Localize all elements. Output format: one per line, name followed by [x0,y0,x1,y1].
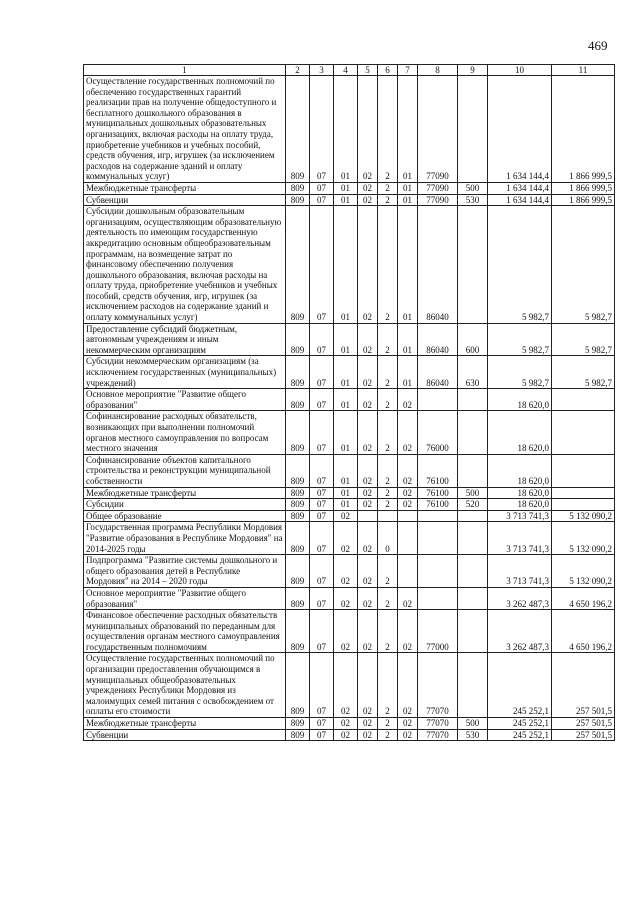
cell-col-10: 18 620,0 [488,454,552,487]
cell-col-2: 809 [286,356,310,389]
header-cell: 2 [286,65,310,76]
cell-col-7: 01 [398,76,418,183]
cell-col-8: 86040 [418,323,458,356]
header-cell: 11 [552,65,615,76]
row-name-cell: Межбюджетные трансферты [84,182,286,194]
cell-col-7: 02 [398,587,418,609]
cell-col-4: 02 [334,587,358,609]
cell-col-4: 02 [334,729,358,741]
cell-col-8: 76100 [418,499,458,511]
cell-col-6: 2 [378,411,398,454]
table-row [84,653,615,718]
cell-col-7: 01 [398,206,418,324]
cell-col-2: 809 [286,76,310,183]
cell-col-3: 07 [310,610,334,653]
table-header-row [84,65,615,76]
row-name-cell: Субсидии некоммерческим организациям (за исключением государственных (муниципальных) учреждений) [84,356,286,389]
header-cell: 6 [378,65,398,76]
cell-col-7: 01 [398,356,418,389]
cell-col-7: 01 [398,182,418,194]
cell-col-3: 07 [310,487,334,499]
cell-col-3: 07 [310,76,334,183]
cell-col-4: 02 [334,653,358,718]
cell-col-9: 530 [458,729,488,741]
cell-col-2: 809 [286,182,310,194]
cell-col-2: 809 [286,454,310,487]
page-number: 469 [588,38,608,53]
table-row [84,206,615,324]
cell-col-8: 77070 [418,653,458,718]
cell-col-10: 3 713 741,3 [488,555,552,588]
row-name-cell: Предоставление субсидий бюджетным, автономным учреждениям и иным некоммерческим организациям [84,323,286,356]
cell-col-5: 02 [358,729,378,741]
cell-col-2: 809 [286,653,310,718]
cell-col-6: 2 [378,76,398,183]
header-cell: 1 [84,65,286,76]
cell-col-2: 809 [286,389,310,411]
header-cell: 5 [358,65,378,76]
cell-col-3: 07 [310,356,334,389]
cell-col-11 [552,389,615,411]
cell-col-11 [552,487,615,499]
cell-col-3: 07 [310,522,334,555]
cell-col-4: 01 [334,182,358,194]
cell-col-6: 2 [378,389,398,411]
row-name-cell: Субсидии дошкольным образовательным организациям, осуществляющим образовательную деятельность по имеющим государственную аккредитацию основным общеобразовательным программам, на возмещение затрат по финансовому обеспечению получения дошкольного образования, включая расходы на оплату труда, приобретение учебников и учебных пособий, средств обучения, игр, игрушек (за исключением расходов на содержание зданий и оплату коммунальных услуг) [84,206,286,324]
cell-col-2: 809 [286,587,310,609]
cell-col-6: 2 [378,729,398,741]
cell-col-10: 1 634 144,4 [488,194,552,206]
cell-col-8: 77090 [418,194,458,206]
cell-col-9: 630 [458,356,488,389]
cell-col-3: 07 [310,555,334,588]
cell-col-7: 02 [398,729,418,741]
table-row [84,411,615,454]
cell-col-11: 5 132 090,2 [552,522,615,555]
cell-col-5: 02 [358,718,378,730]
cell-col-11: 4 650 196,2 [552,587,615,609]
cell-col-4: 02 [334,555,358,588]
cell-col-6: 2 [378,182,398,194]
cell-col-7: 02 [398,718,418,730]
cell-col-4: 01 [334,487,358,499]
table-row [84,454,615,487]
cell-col-5: 02 [358,76,378,183]
cell-col-4: 01 [334,356,358,389]
cell-col-2: 809 [286,323,310,356]
cell-col-6: 2 [378,323,398,356]
table-row [84,729,615,741]
cell-col-10: 3 713 741,3 [488,522,552,555]
cell-col-3: 07 [310,587,334,609]
cell-col-3: 07 [310,653,334,718]
table-body [84,76,615,741]
cell-col-9 [458,411,488,454]
cell-col-2: 809 [286,206,310,324]
cell-col-4: 01 [334,499,358,511]
cell-col-11: 257 501,5 [552,729,615,741]
cell-col-8: 86040 [418,356,458,389]
cell-col-11: 5 132 090,2 [552,510,615,522]
budget-table [83,64,615,741]
cell-col-5: 02 [358,653,378,718]
cell-col-3: 07 [310,718,334,730]
cell-col-7: 02 [398,499,418,511]
cell-col-3: 07 [310,389,334,411]
table-row [84,718,615,730]
cell-col-3: 07 [310,194,334,206]
row-name-cell: Межбюджетные трансферты [84,487,286,499]
table-row [84,389,615,411]
cell-col-4: 01 [334,411,358,454]
cell-col-7: 02 [398,389,418,411]
cell-col-9 [458,610,488,653]
cell-col-10: 5 982,7 [488,323,552,356]
cell-col-4: 02 [334,610,358,653]
cell-col-4: 02 [334,510,358,522]
cell-col-7 [398,522,418,555]
row-name-cell: Межбюджетные трансферты [84,718,286,730]
cell-col-6: 2 [378,356,398,389]
cell-col-7: 02 [398,610,418,653]
cell-col-5: 02 [358,411,378,454]
cell-col-5: 02 [358,454,378,487]
cell-col-10: 5 982,7 [488,356,552,389]
cell-col-3: 07 [310,510,334,522]
row-name-cell: Осуществление государственных полномочий по обеспечению государственных гарантий реализации прав на получение общедоступного и бесплатного дошкольного образования в муниципальных дошкольных образовательных организациях, включая расходы на оплату труда, приобретение учебников и учебных пособий, средств обучения, игр, игрушек (за исключением расходов на содержание зданий и оплату коммунальных услуг) [84,76,286,183]
cell-col-5: 02 [358,499,378,511]
cell-col-11: 5 982,7 [552,323,615,356]
cell-col-7: 02 [398,454,418,487]
cell-col-11: 5 982,7 [552,206,615,324]
cell-col-7: 02 [398,411,418,454]
cell-col-2: 809 [286,610,310,653]
cell-col-6 [378,510,398,522]
cell-col-11: 5 982,7 [552,356,615,389]
cell-col-11: 1 866 999,5 [552,182,615,194]
cell-col-8: 77090 [418,76,458,183]
cell-col-11: 4 650 196,2 [552,610,615,653]
cell-col-6: 2 [378,718,398,730]
cell-col-2: 809 [286,487,310,499]
cell-col-7: 02 [398,487,418,499]
cell-col-5: 02 [358,206,378,324]
cell-col-10: 18 620,0 [488,487,552,499]
cell-col-8: 77000 [418,610,458,653]
cell-col-2: 809 [286,510,310,522]
cell-col-3: 07 [310,323,334,356]
cell-col-2: 809 [286,499,310,511]
header-cell: 9 [458,65,488,76]
cell-col-11 [552,454,615,487]
cell-col-3: 07 [310,411,334,454]
cell-col-3: 07 [310,182,334,194]
cell-col-8: 76000 [418,411,458,454]
cell-col-6: 2 [378,487,398,499]
cell-col-6: 2 [378,555,398,588]
cell-col-8: 76100 [418,454,458,487]
header-cell: 10 [488,65,552,76]
table-row [84,610,615,653]
cell-col-11: 1 866 999,5 [552,194,615,206]
cell-col-3: 07 [310,499,334,511]
cell-col-4: 01 [334,454,358,487]
cell-col-7 [398,555,418,588]
cell-col-5 [358,510,378,522]
cell-col-8: 76100 [418,487,458,499]
row-name-cell: Софинансирование объектов капитального строительства и реконструкции муниципальной собственности [84,454,286,487]
cell-col-9 [458,555,488,588]
cell-col-10: 3 262 487,3 [488,610,552,653]
cell-col-9 [458,653,488,718]
cell-col-5: 02 [358,182,378,194]
cell-col-9: 500 [458,182,488,194]
table-row [84,522,615,555]
cell-col-6: 2 [378,653,398,718]
cell-col-11: 257 501,5 [552,718,615,730]
cell-col-5: 02 [358,555,378,588]
table-row [84,587,615,609]
cell-col-5: 02 [358,610,378,653]
cell-col-10: 1 634 144,4 [488,182,552,194]
row-name-cell: Софинансирование расходных обязательств, возникающих при выполнении полномочий органов местного самоуправления по вопросам местного значения [84,411,286,454]
cell-col-10: 3 262 487,3 [488,587,552,609]
table-row [84,487,615,499]
cell-col-5: 02 [358,194,378,206]
cell-col-6: 2 [378,206,398,324]
cell-col-10: 245 252,1 [488,718,552,730]
header-cell: 4 [334,65,358,76]
cell-col-8 [418,555,458,588]
cell-col-11: 1 866 999,5 [552,76,615,183]
cell-col-9 [458,76,488,183]
cell-col-8 [418,587,458,609]
row-name-cell: Субсидии [84,499,286,511]
cell-col-5: 02 [358,389,378,411]
cell-col-5: 02 [358,323,378,356]
cell-col-7: 01 [398,323,418,356]
cell-col-9: 600 [458,323,488,356]
cell-col-10: 245 252,1 [488,653,552,718]
cell-col-9 [458,206,488,324]
cell-col-3: 07 [310,454,334,487]
cell-col-4: 01 [334,389,358,411]
cell-col-11: 257 501,5 [552,653,615,718]
row-name-cell: Общее образование [84,510,286,522]
cell-col-10: 245 252,1 [488,729,552,741]
cell-col-10: 18 620,0 [488,389,552,411]
row-name-cell: Основное мероприятие "Развитие общего образования" [84,587,286,609]
cell-col-9: 500 [458,718,488,730]
cell-col-5: 02 [358,356,378,389]
cell-col-7 [398,510,418,522]
table-row [84,356,615,389]
cell-col-2: 809 [286,522,310,555]
row-name-cell: Субвенции [84,194,286,206]
row-name-cell: Субвенции [84,729,286,741]
row-name-cell: Основное мероприятие "Развитие общего образования" [84,389,286,411]
cell-col-4: 01 [334,194,358,206]
cell-col-10: 3 713 741,3 [488,510,552,522]
cell-col-6: 2 [378,194,398,206]
cell-col-10: 18 620,0 [488,499,552,511]
cell-col-5: 02 [358,487,378,499]
cell-col-8: 77070 [418,729,458,741]
cell-col-10: 1 634 144,4 [488,76,552,183]
cell-col-6: 2 [378,587,398,609]
cell-col-6: 2 [378,454,398,487]
cell-col-11 [552,411,615,454]
cell-col-2: 809 [286,729,310,741]
cell-col-5: 02 [358,587,378,609]
cell-col-4: 01 [334,206,358,324]
header-cell: 8 [418,65,458,76]
cell-col-2: 809 [286,555,310,588]
cell-col-9 [458,389,488,411]
cell-col-4: 02 [334,522,358,555]
cell-col-6: 2 [378,610,398,653]
cell-col-6: 2 [378,499,398,511]
row-name-cell: Осуществление государственных полномочий по организации предоставления обучающимся в муниципальных общеобразовательных учреждениях Республики Мордовия из малоимущих семей питания с освобождением от оплаты его стоимости [84,653,286,718]
cell-col-7: 01 [398,194,418,206]
cell-col-8: 86040 [418,206,458,324]
table-row [84,323,615,356]
table-row [84,182,615,194]
cell-col-2: 809 [286,194,310,206]
cell-col-4: 01 [334,76,358,183]
cell-col-9 [458,587,488,609]
cell-col-9: 520 [458,499,488,511]
table-row [84,555,615,588]
cell-col-4: 01 [334,323,358,356]
cell-col-3: 07 [310,729,334,741]
cell-col-5: 02 [358,522,378,555]
table-row [84,499,615,511]
cell-col-9 [458,454,488,487]
table-row [84,510,615,522]
header-cell: 7 [398,65,418,76]
cell-col-4: 02 [334,718,358,730]
cell-col-9 [458,522,488,555]
cell-col-11: 5 132 090,2 [552,555,615,588]
cell-col-11 [552,499,615,511]
row-name-cell: Финансовое обеспечение расходных обязательств муниципальных образований по переданным для осуществления органам местного самоуправления государственным полномочиям [84,610,286,653]
cell-col-9 [458,510,488,522]
row-name-cell: Подпрограмма "Развитие системы дошкольного и общего образования детей в Республике Мордовия" на 2014 – 2020 годы [84,555,286,588]
table-row [84,76,615,183]
cell-col-3: 07 [310,206,334,324]
cell-col-8: 77070 [418,718,458,730]
cell-col-9: 530 [458,194,488,206]
cell-col-2: 809 [286,718,310,730]
cell-col-10: 18 620,0 [488,411,552,454]
cell-col-6: 0 [378,522,398,555]
cell-col-7: 02 [398,653,418,718]
cell-col-8 [418,510,458,522]
cell-col-8: 77090 [418,182,458,194]
cell-col-2: 809 [286,411,310,454]
header-cell: 3 [310,65,334,76]
cell-col-10: 5 982,7 [488,206,552,324]
cell-col-9: 500 [458,487,488,499]
cell-col-8 [418,389,458,411]
cell-col-8 [418,522,458,555]
row-name-cell: Государственная программа Республики Мордовия "Развитие образования в Республике Мордовия" на 2014-2025 годы [84,522,286,555]
table-row [84,194,615,206]
